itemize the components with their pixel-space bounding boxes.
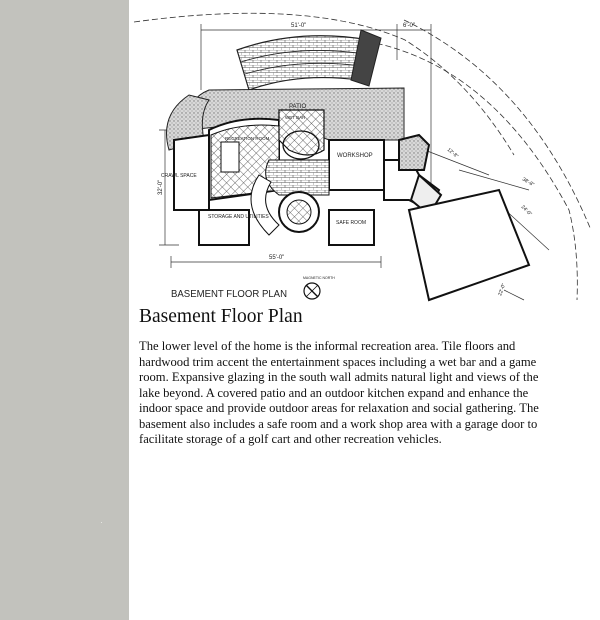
outdoor-kitchen-arc [237,30,381,90]
room-label-recreation: RECREATION ROOM [225,136,270,141]
room-label-patio: PATIO [289,104,307,110]
dimension-bottom-width: 55'-0" [269,255,285,261]
room-label-safe-room: SAFE ROOM [336,220,367,226]
plan-caption: BASEMENT FLOOR PLAN [171,289,287,300]
corridor-tile [266,160,329,195]
dimension-left-height: 32'-0" [158,179,164,195]
dimension-top-width: 51'-0" [291,23,307,29]
sidebar-speck [101,522,102,523]
spiral-stair [279,192,319,232]
east-wing [384,135,529,300]
north-label: MAGNETIC NORTH [303,276,335,280]
dimension-right-3: 24'-0" [519,204,533,218]
page-title: Basement Floor Plan [139,306,303,327]
north-arrow-icon [304,283,320,299]
room-label-crawl-space: CRAWL SPACE [161,173,197,179]
description-paragraph: The lower level of the home is the informal recreation area. Tile floors and hardwood trim accent the entertainment spaces including a wet bar and a game room. Expansive glazing in the south wall admits natural light and views of the lake beyond. A covered patio and an outdoor kitchen expand and enhance the indoor space and provide outdoor areas for relaxation and social gathering. The basement also includes a safe room and a work shop area with a garage door to facilitate storage of a golf cart and other recreation vehicles. [139,339,539,446]
dimension-right-1: 12'-8" [445,146,460,160]
room-label-workshop: WORKSHOP [337,153,373,159]
left-sidebar-band [0,0,129,620]
dimension-right-2: 38'-8" [521,176,536,189]
floor-plan-drawing [129,0,600,332]
dimension-right-4: 22'-0" [497,282,508,297]
room-label-wet-bar: WET BAR [285,115,306,120]
dimension-top-right: 6'-0" [403,23,415,29]
room-label-storage: STORAGE AND UTILITIES [208,214,269,220]
